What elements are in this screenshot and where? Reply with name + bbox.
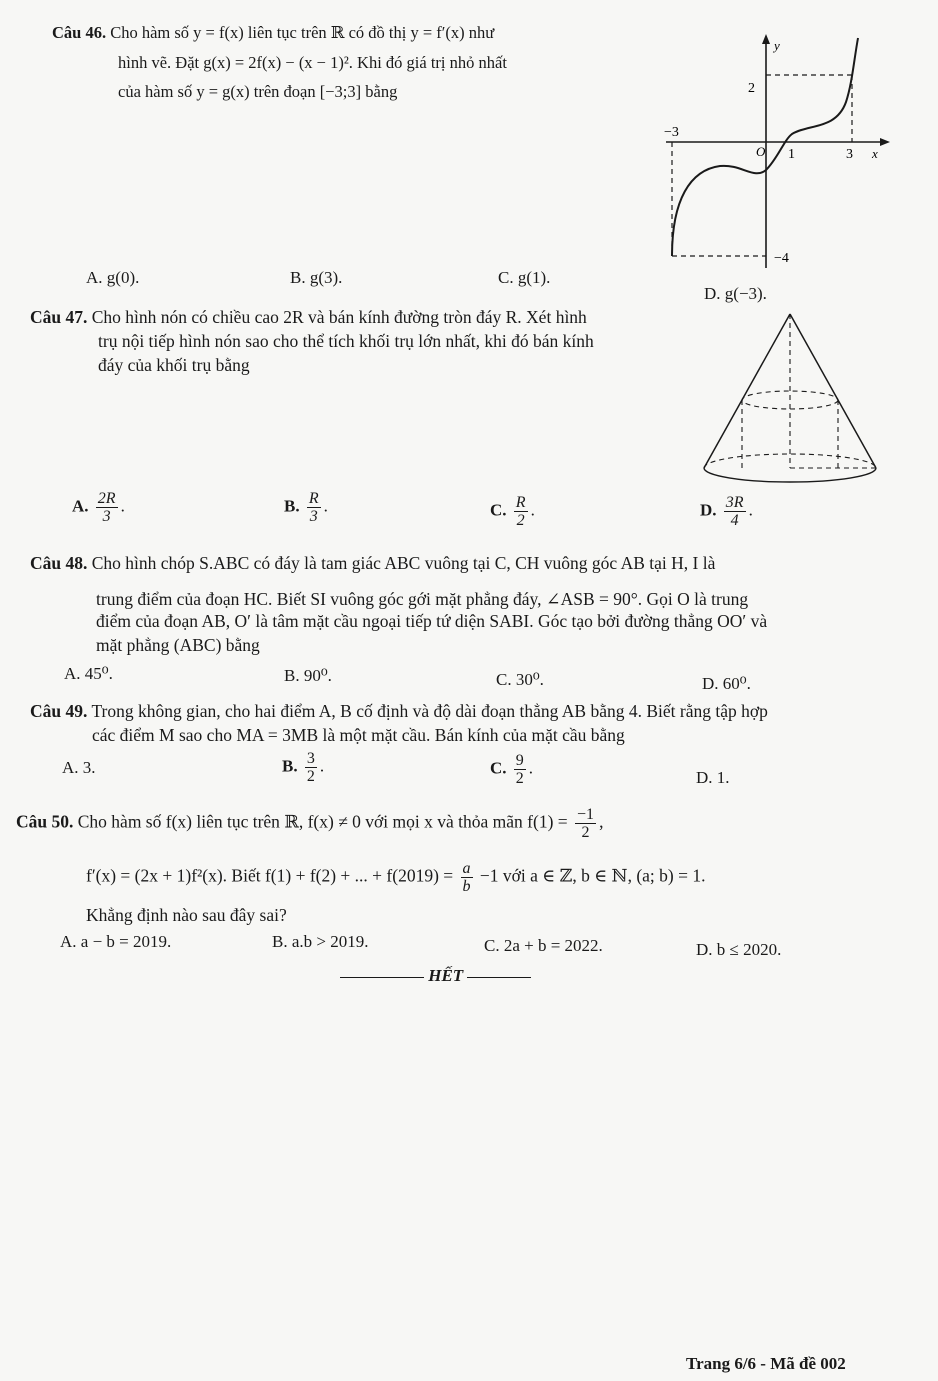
q47-option-c: C. $\frac{R}{2}$ . [490, 494, 535, 529]
q49-option-a: A. 3. [62, 758, 96, 777]
q47-option-a: A. $\frac{2R}{3}$ . [72, 490, 125, 525]
graph-tick-neg3: −3 [664, 125, 679, 140]
graph-tick-3: 3 [846, 147, 853, 162]
q50-option-d: D. b ≤ 2020. [696, 940, 782, 959]
q48-label: Câu 48. [30, 553, 88, 573]
q50-option-b: B. a.b > 2019. [272, 932, 369, 951]
graph-x-arrow [880, 138, 890, 146]
q48-line2: trung điểm của đoạn HC. Biết SI vuông góc gới mặt phẳng đáy, ∠ASB = 90°. Gọi O là trung [96, 589, 749, 609]
q47-option-d: D. $\frac{3R}{4}$ . [700, 494, 753, 529]
q46-option-c: C. g(1). [498, 268, 551, 287]
end-text: HẾT [428, 966, 464, 985]
page-footer: Trang 6/6 - Mã đề 002 [686, 1354, 846, 1373]
q50-line2: f′(x) = (2x + 1)f²(x). Biết f(1) + f(2) + ... + f(2019) = $\frac{a}{b}$ −1 với a ∈ ℤ, b ∈ ℕ, (a; b) = 1. [86, 860, 706, 895]
q47-label: Câu 47. [30, 307, 88, 327]
q47-line2: trụ nội tiếp hình nón sao cho thể tích khối trụ lớn nhất, khi đó bán kính [98, 331, 594, 351]
q46-option-b: B. g(3). [290, 268, 343, 287]
q48-option-d: D. 60⁰. [702, 674, 751, 693]
cone-base-front [704, 468, 876, 482]
q50-line3: Khẳng định nào sau đây sai? [86, 905, 287, 925]
graph-tick-2: 2 [748, 81, 755, 96]
q47-option-b: B. $\frac{R}{3}$ . [284, 490, 328, 525]
q48-option-a: A. 45⁰. [64, 664, 113, 683]
q49-option-b: B. $\frac{3}{2}$ . [282, 750, 325, 785]
q48-line1: Câu 48. Cho hình chóp S.ABC có đáy là tam giác ABC vuông tại C, CH vuông góc AB tại H, I là [30, 553, 716, 573]
q47-line1: Câu 47. Cho hình nón có chiều cao 2R và bán kính đường tròn đáy R. Xét hình [30, 307, 587, 327]
q50-label: Câu 50. [16, 811, 74, 832]
graph-x-label: x [872, 146, 878, 161]
q48-option-b: B. 90⁰. [284, 666, 332, 685]
q46-line3: của hàm số y = g(x) trên đoạn [−3;3] bằng [118, 82, 398, 101]
q48-line3: điểm của đoạn AB, O′ là tâm mặt cầu ngoại tiếp tứ diện SABI. Góc tạo bởi đường thẳng OO′ và [96, 611, 768, 631]
q46-option-a: A. g(0). [86, 268, 140, 287]
q50-ab-fraction: $\frac{a}{b}$ [462, 860, 471, 895]
q46-line2: hình vẽ. Đặt g(x) = 2f(x) − (x − 1)². Khi đó giá trị nhỏ nhất [118, 53, 507, 72]
q49-option-d: D. 1. [696, 768, 730, 787]
q46-derivative-graph [660, 30, 900, 280]
q48-line4: mặt phẳng (ABC) bằng [96, 635, 260, 655]
end-marker [340, 966, 531, 986]
q50-option-a: A. a − b = 2019. [60, 932, 172, 951]
graph-origin: O [756, 144, 766, 159]
q49-line1: Câu 49. Trong không gian, cho hai điểm A, B cố định và độ dài đoạn thẳng AB bằng 4. Biết rằng tập hợp [30, 701, 768, 721]
graph-y-label: y [774, 38, 780, 53]
q50-f1-value: $\frac{-1}{2}$ [577, 806, 595, 841]
q46-option-d: D. g(−3). [704, 284, 767, 303]
graph-tick-1: 1 [788, 147, 795, 162]
q49-label: Câu 49. [30, 701, 88, 721]
q47-cone-figure [700, 308, 880, 498]
graph-y-arrow [762, 34, 770, 44]
graph-tick-neg4: −4 [774, 251, 789, 266]
q46-line1: Câu 46. Cho hàm số y = f(x) liên tục trên ℝ có đồ thị y = f′(x) như [52, 23, 495, 42]
q47-line3: đáy của khối trụ bằng [98, 355, 250, 375]
q49-line2: các điểm M sao cho MA = 3MB là một mặt cầu. Bán kính của mặt cầu bằng [92, 725, 625, 745]
q50-option-c: C. 2a + b = 2022. [484, 936, 603, 955]
q50-line1: Câu 50. Cho hàm số f(x) liên tục trên ℝ, f(x) ≠ 0 với mọi x và thỏa mãn f(1) = $\frac{-1}{2}$ , [16, 806, 604, 841]
q46-label: Câu 46. [52, 23, 107, 42]
q48-option-c: C. 30⁰. [496, 670, 544, 689]
q49-option-c: C. $\frac{9}{2}$ . [490, 752, 534, 787]
